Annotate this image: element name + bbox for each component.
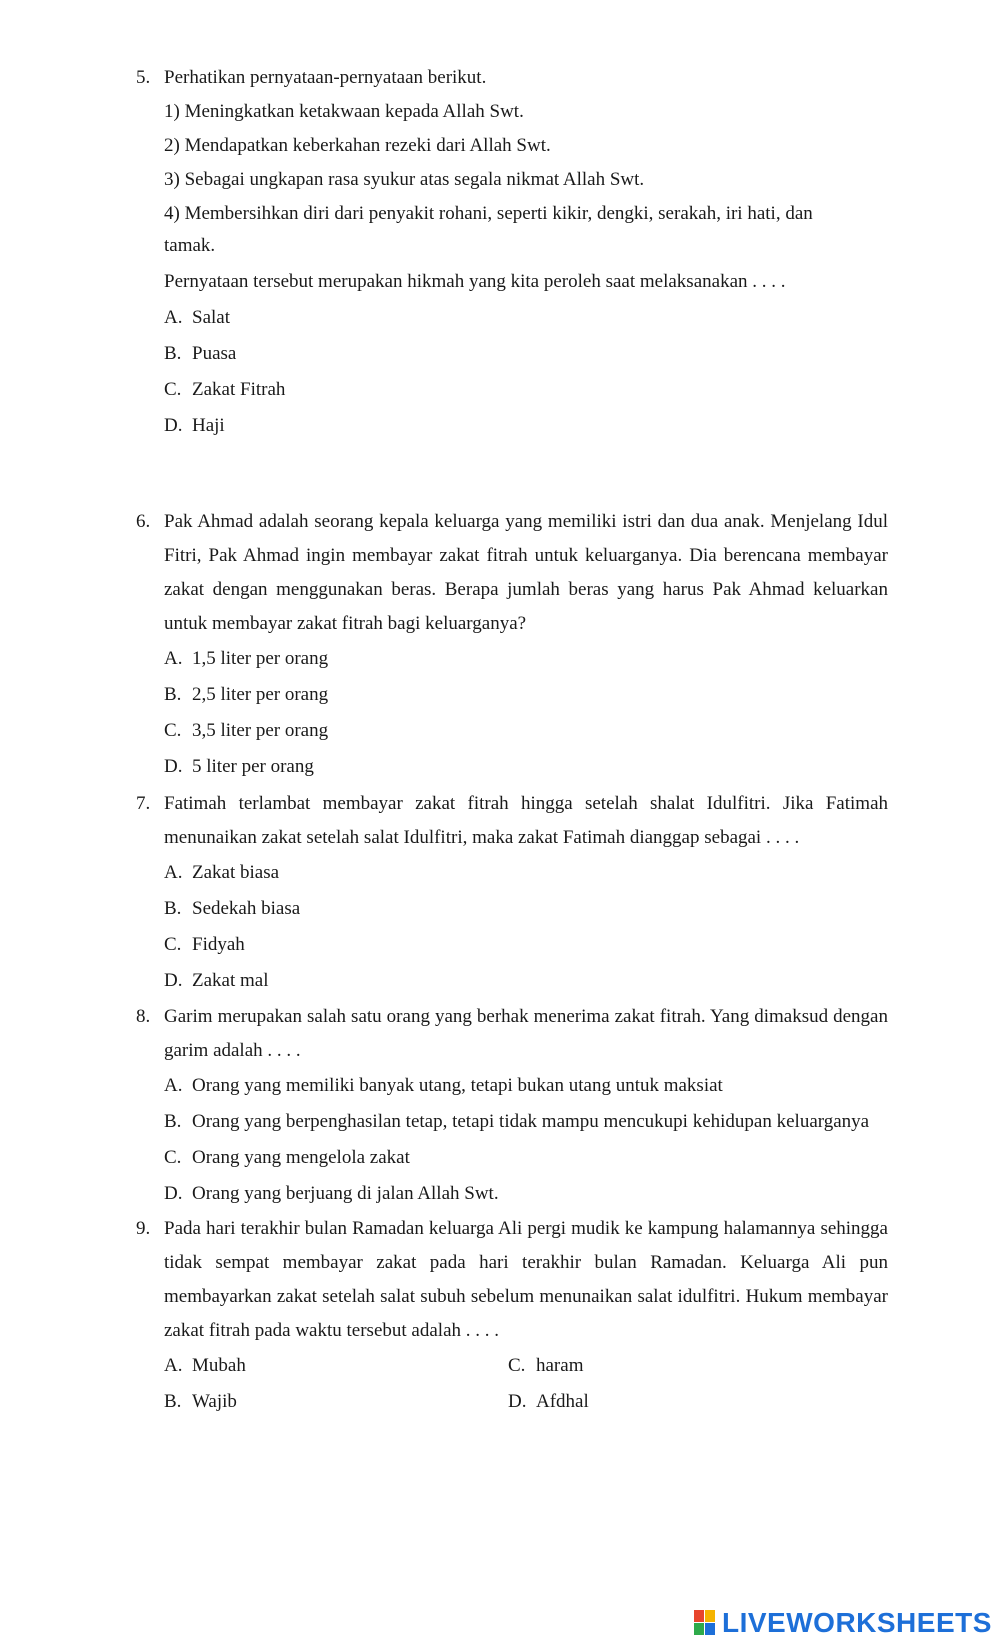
option-a[interactable] <box>164 1348 508 1384</box>
option-text: Salat <box>192 307 230 328</box>
statement-4-continued: tamak. <box>164 235 216 256</box>
option-text: Wajib <box>192 1391 237 1412</box>
brand-name: LIVEWORKSHEETS <box>722 1607 992 1638</box>
option-letter: A. <box>164 307 183 328</box>
option-text: Zakat biasa <box>192 862 280 883</box>
question-text: Garim merupakan salah satu orang yang berhak menerima zakat fitrah. Yang dimaksud dengan garim adalah . . . . <box>164 1006 888 1061</box>
option-c[interactable] <box>164 1140 888 1176</box>
option-letter: B. <box>164 343 182 364</box>
option-letter: C. <box>508 1355 526 1376</box>
option-text: Mubah <box>192 1355 246 1376</box>
option-letter: B. <box>164 1391 182 1412</box>
statement-3: 3) Sebagai ungkapan rasa syukur atas segala nikmat Allah Swt. <box>164 169 645 190</box>
option-d[interactable] <box>508 1384 852 1420</box>
question-8 <box>136 1000 888 1212</box>
mark-square-red <box>694 1610 704 1622</box>
option-text: 1,5 liter per orang <box>192 648 329 669</box>
question-number: 6. <box>136 511 151 532</box>
option-text: Orang yang berpenghasilan tetap, tetapi tidak mampu mencukupi kehidupan keluarganya <box>192 1111 870 1132</box>
statement-4: 4) Membersihkan diri dari penyakit rohani, seperti kikir, dengki, serakah, iri hati, dan <box>164 203 813 224</box>
option-a[interactable] <box>164 855 888 891</box>
option-text: 5 liter per orang <box>192 756 314 777</box>
question-5 <box>136 60 888 444</box>
liveworksheets-mark-icon <box>694 1610 716 1636</box>
mark-square-yellow <box>705 1610 715 1622</box>
option-b[interactable] <box>164 336 888 372</box>
statement-2: 2) Mendapatkan keberkahan rezeki dari Allah Swt. <box>164 135 551 156</box>
mark-square-blue <box>705 1623 715 1635</box>
option-text: haram <box>536 1355 584 1376</box>
option-text: Zakat mal <box>192 970 269 991</box>
option-letter: B. <box>164 684 182 705</box>
option-text: Orang yang memiliki banyak utang, tetapi bukan utang untuk maksiat <box>192 1075 723 1096</box>
option-c[interactable] <box>164 713 888 749</box>
question-text: Pada hari terakhir bulan Ramadan keluarga Ali pergi mudik ke kampung halamannya sehingga tidak sempat membayar zakat pada hari terakhir bulan Ramadan. Keluarga Ali pun membayarkan zakat setelah salat subuh sebelum menunaikan salat idulfitri. Hukum membayar zakat fitrah pada waktu tersebut adalah . . . . <box>164 1218 888 1341</box>
option-c[interactable] <box>164 927 888 963</box>
option-d[interactable] <box>164 1176 888 1212</box>
option-letter: D. <box>164 415 183 436</box>
option-d[interactable] <box>164 749 888 785</box>
option-text: Fidyah <box>192 934 245 955</box>
option-letter: D. <box>508 1391 527 1412</box>
option-letter: A. <box>164 1355 183 1376</box>
option-b[interactable] <box>164 1104 888 1140</box>
question-number: 7. <box>136 793 151 814</box>
option-a[interactable] <box>164 1068 888 1104</box>
option-letter: A. <box>164 862 183 883</box>
statement-1: 1) Meningkatkan ketakwaan kepada Allah Swt. <box>164 101 524 122</box>
option-letter: C. <box>164 720 182 741</box>
option-letter: D. <box>164 970 183 991</box>
mark-square-green <box>694 1623 704 1635</box>
option-d[interactable] <box>164 963 888 999</box>
option-letter: D. <box>164 1183 183 1204</box>
option-letter: A. <box>164 648 183 669</box>
option-c[interactable] <box>508 1348 852 1384</box>
option-text: Puasa <box>192 343 237 364</box>
question-9 <box>136 1212 888 1420</box>
option-letter: C. <box>164 1147 182 1168</box>
question-number: 8. <box>136 1006 151 1027</box>
option-letter: B. <box>164 898 182 919</box>
question-7 <box>136 787 888 999</box>
option-text: Afdhal <box>536 1391 589 1412</box>
option-b[interactable] <box>164 677 888 713</box>
option-a[interactable] <box>164 641 888 677</box>
option-b[interactable] <box>164 891 888 927</box>
option-text: Haji <box>192 415 225 436</box>
option-c[interactable] <box>164 372 888 408</box>
question-number: 5. <box>136 67 151 88</box>
option-text: 2,5 liter per orang <box>192 684 329 705</box>
option-a[interactable] <box>164 300 888 336</box>
question-text: Pak Ahmad adalah seorang kepala keluarga yang memiliki istri dan dua anak. Menjelang Idul Fitri, Pak Ahmad ingin membayar zakat fitrah untuk keluarganya. Dia berencana membayar zakat dengan menggunakan beras. Berapa jumlah beras yang harus Pak Ahmad keluarkan untuk membayar zakat fitrah bagi keluarganya? <box>164 511 888 634</box>
option-letter: A. <box>164 1075 183 1096</box>
option-letter: C. <box>164 379 182 400</box>
liveworksheets-logo[interactable] <box>694 1605 992 1641</box>
question-6 <box>136 505 888 785</box>
question-text: Fatimah terlambat membayar zakat fitrah hingga setelah shalat Idulfitri. Jika Fatimah menunaikan zakat setelah salat Idulfitri, maka zakat Fatimah dianggap sebagai . . . . <box>164 793 888 848</box>
question-intro: Perhatikan pernyataan-pernyataan berikut. <box>164 67 487 88</box>
option-d[interactable] <box>164 408 888 444</box>
option-text: Sedekah biasa <box>192 898 301 919</box>
option-text: Orang yang mengelola zakat <box>192 1147 410 1168</box>
option-letter: D. <box>164 756 183 777</box>
option-letter: C. <box>164 934 182 955</box>
option-text: 3,5 liter per orang <box>192 720 329 741</box>
question-number: 9. <box>136 1218 151 1239</box>
option-text: Orang yang berjuang di jalan Allah Swt. <box>192 1183 499 1204</box>
option-b[interactable] <box>164 1384 508 1420</box>
option-letter: B. <box>164 1111 182 1132</box>
option-text: Zakat Fitrah <box>192 379 286 400</box>
question-prompt: Pernyataan tersebut merupakan hikmah yang kita peroleh saat melaksanakan . . . . <box>164 271 786 292</box>
